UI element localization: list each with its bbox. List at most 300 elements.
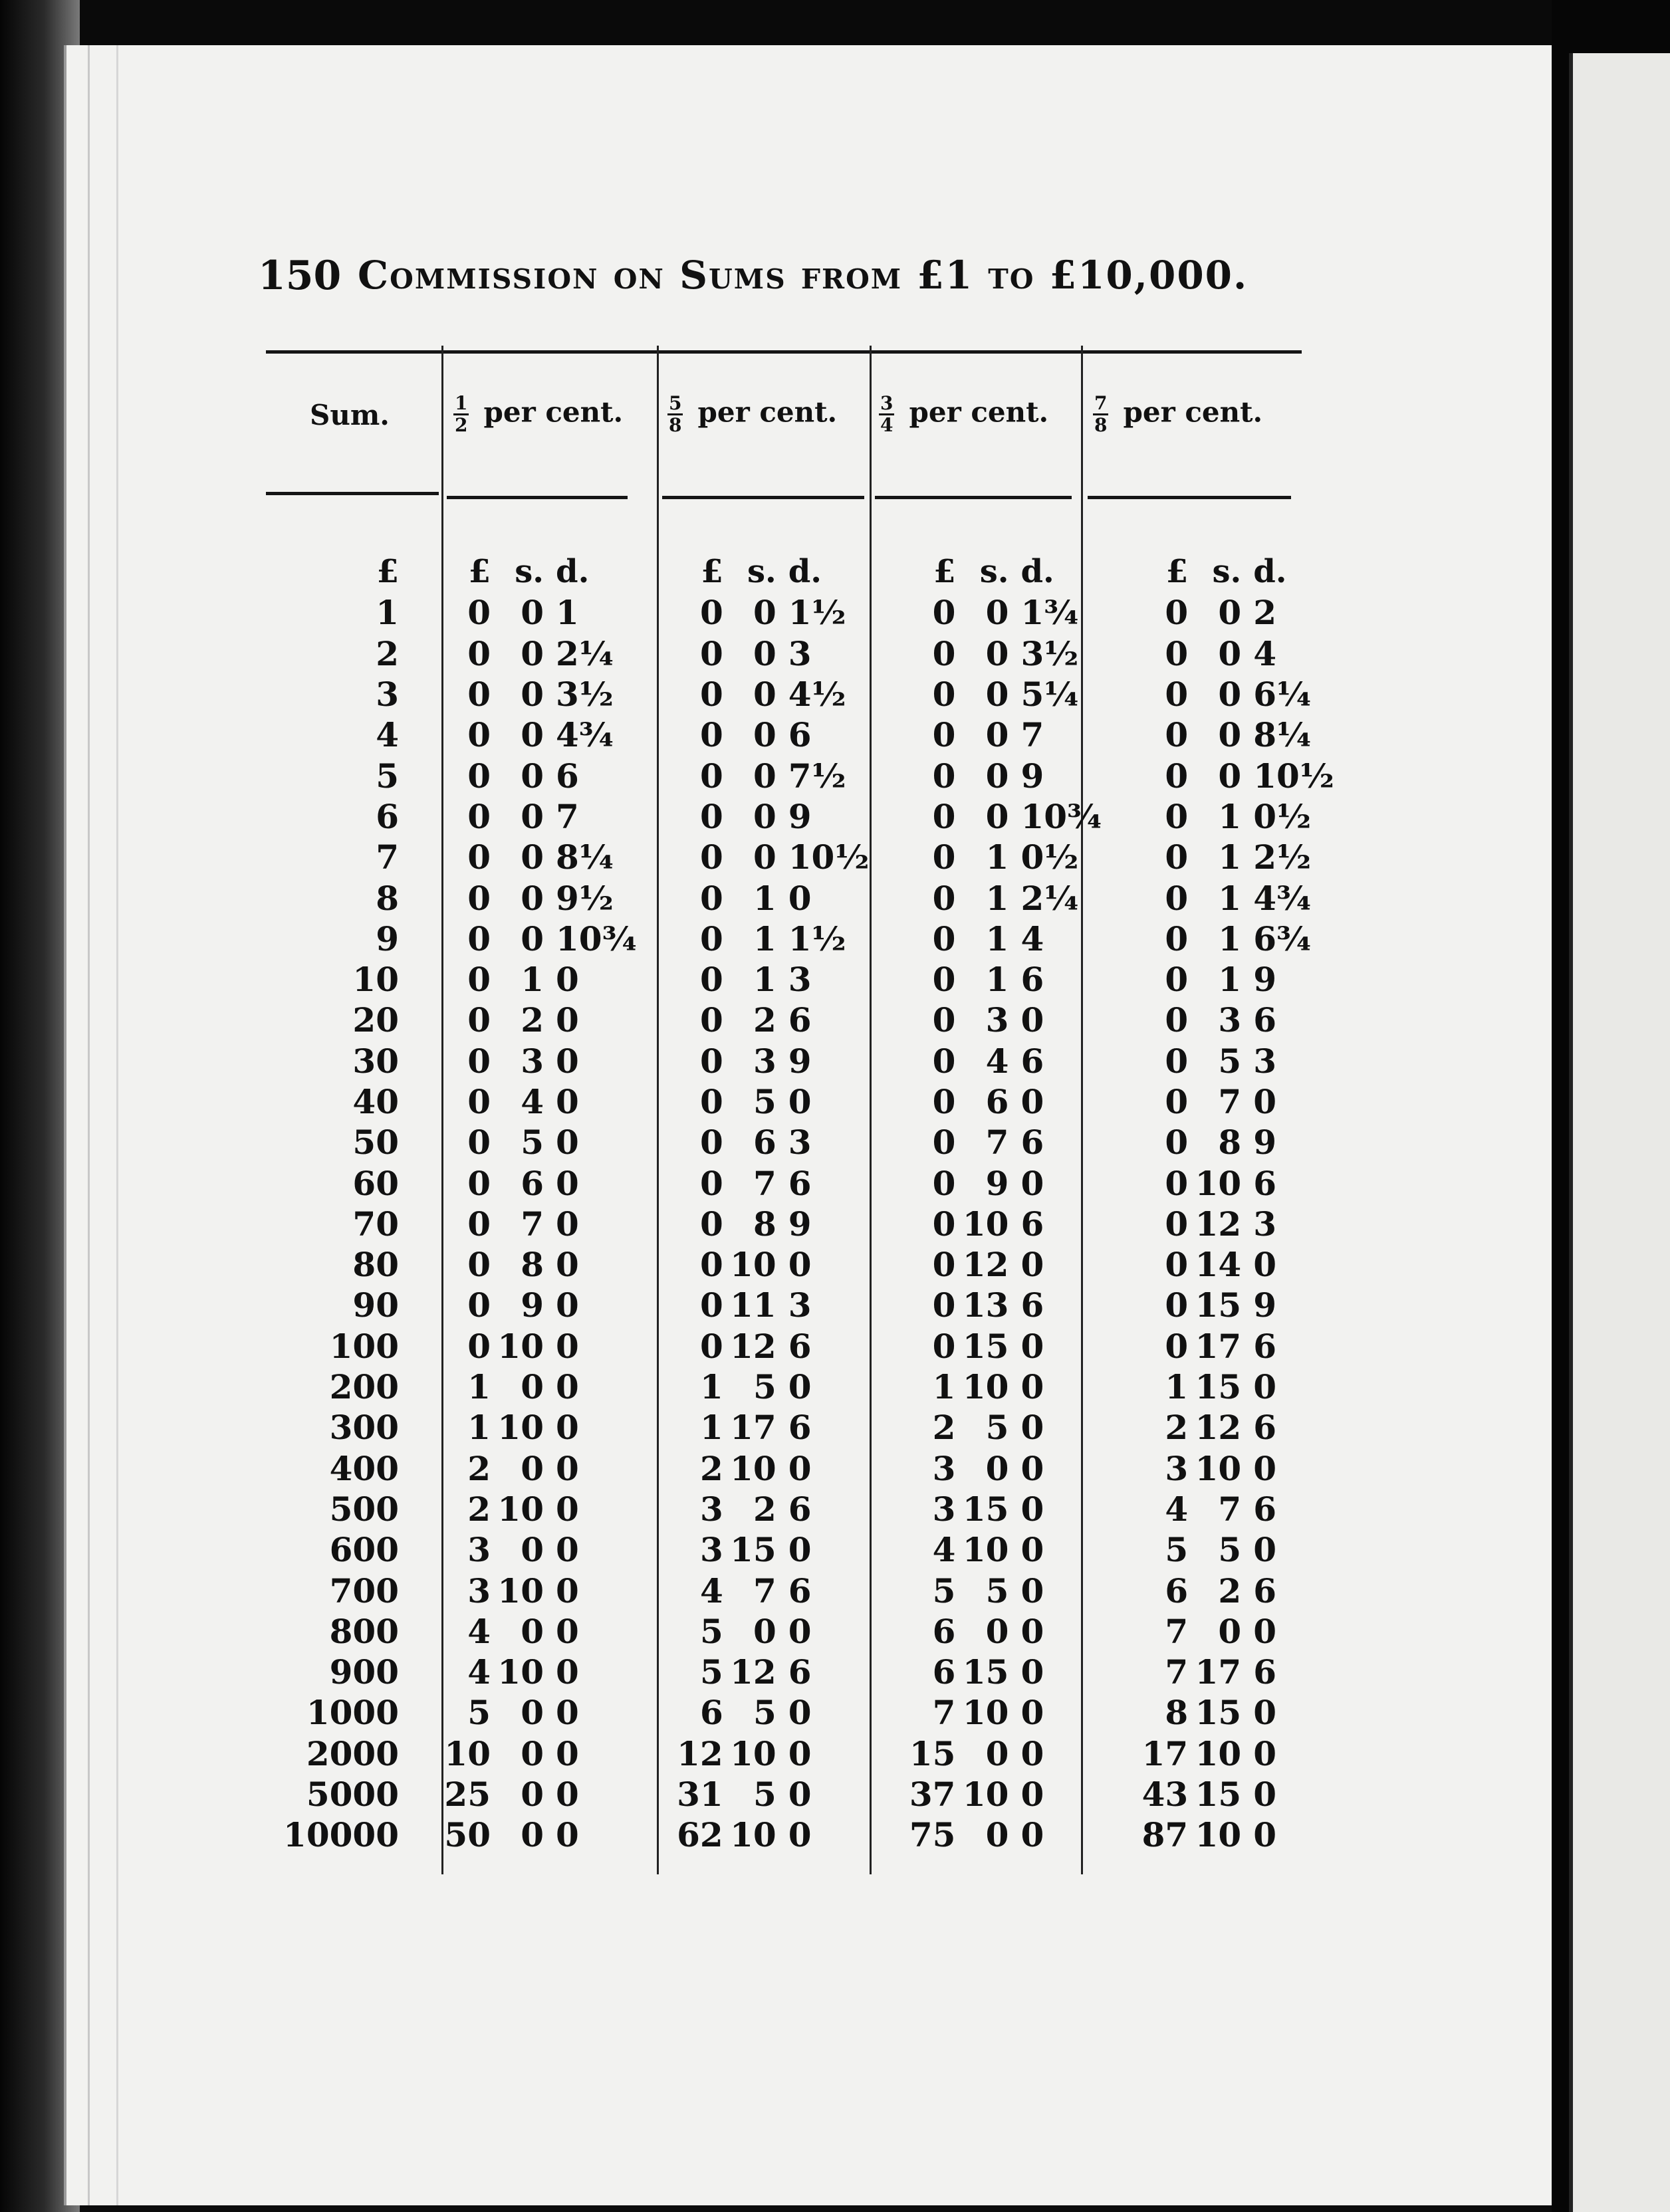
shillings-cell: 12 bbox=[962, 1245, 1009, 1285]
sum-cell: 500 bbox=[329, 1489, 399, 1529]
table-row bbox=[253, 1122, 1334, 1162]
shillings-cell: 10 bbox=[497, 1326, 544, 1366]
pence-cell: 6¼ bbox=[1253, 675, 1312, 715]
pounds-cell: 25 bbox=[444, 1775, 491, 1815]
pence-cell: 3 bbox=[788, 1123, 812, 1162]
pounds-cell: 12 bbox=[677, 1733, 723, 1773]
pence-cell: 5¼ bbox=[1020, 675, 1079, 715]
shillings-cell: 2 bbox=[753, 1000, 776, 1040]
table-row bbox=[253, 1692, 1334, 1733]
sum-label: Sum. bbox=[310, 399, 390, 431]
pounds-cell: 0 bbox=[932, 919, 956, 958]
pence-cell: 0 bbox=[788, 1530, 812, 1570]
per-cent-label: per cent. bbox=[1123, 395, 1263, 429]
shillings-cell: 0 bbox=[985, 593, 1009, 633]
shillings-cell: 1 bbox=[985, 960, 1009, 1000]
shillings-cell: 8 bbox=[753, 1204, 776, 1244]
pounds-cell: 0 bbox=[932, 593, 956, 633]
pounds-cell: 37 bbox=[909, 1775, 956, 1815]
pence-cell: 0 bbox=[556, 960, 579, 1000]
pounds-cell: 5 bbox=[467, 1693, 491, 1733]
pounds-cell: 0 bbox=[932, 1163, 956, 1203]
sum-cell: 7 bbox=[376, 837, 399, 877]
shillings-cell: 1 bbox=[1218, 919, 1242, 958]
pence-cell: 7 bbox=[1020, 715, 1044, 755]
sum-cell: 9 bbox=[376, 919, 399, 958]
pence-cell: 6 bbox=[788, 1489, 812, 1529]
pounds-cell: 6 bbox=[932, 1611, 956, 1651]
shillings-cell: 3 bbox=[753, 1041, 776, 1081]
table-row bbox=[253, 796, 1334, 837]
shillings-cell: 10 bbox=[730, 1733, 776, 1773]
shillings-cell: 3 bbox=[985, 1000, 1009, 1040]
shillings-cell: 1 bbox=[1218, 837, 1242, 877]
shillings-cell: 0 bbox=[985, 796, 1009, 836]
pence-cell: 6 bbox=[1253, 1408, 1276, 1448]
pence-cell: 0 bbox=[1253, 1733, 1276, 1773]
pence-cell: 4 bbox=[1253, 633, 1276, 673]
shillings-cell: 10 bbox=[1195, 1448, 1242, 1488]
sum-cell: 400 bbox=[329, 1448, 399, 1488]
pence-cell: 2¼ bbox=[556, 633, 614, 673]
shillings-cell: 1 bbox=[753, 919, 776, 958]
table-row bbox=[253, 755, 1334, 796]
pence-cell: 0 bbox=[1020, 1775, 1044, 1815]
shillings-cell: 10 bbox=[497, 1489, 544, 1529]
pounds-cell: 1 bbox=[467, 1408, 491, 1448]
shillings-cell: 10 bbox=[730, 1815, 776, 1855]
pounds-cell: 1 bbox=[699, 1367, 723, 1407]
pounds-cell: 43 bbox=[1141, 1775, 1189, 1815]
column-header-half bbox=[453, 393, 623, 435]
shillings-cell: 10 bbox=[962, 1204, 1009, 1244]
column-header-seven-eighths bbox=[1093, 393, 1262, 435]
pence-cell: 6 bbox=[1253, 1326, 1276, 1366]
shillings-cell: 0 bbox=[753, 837, 776, 877]
pence-cell: 0 bbox=[1020, 1489, 1044, 1529]
table-row bbox=[253, 592, 1334, 633]
per-cent-label: per cent. bbox=[483, 395, 624, 429]
shillings-cell: 7 bbox=[1218, 1489, 1242, 1529]
pence-cell: 0 bbox=[1020, 1693, 1044, 1733]
pounds-cell: 0 bbox=[932, 1245, 956, 1285]
pounds-cell: 0 bbox=[1165, 1041, 1189, 1081]
table-row bbox=[253, 1367, 1334, 1407]
pounds-cell: 0 bbox=[1165, 919, 1189, 958]
pounds-cell: 0 bbox=[932, 633, 956, 673]
sum-cell: 60 bbox=[352, 1163, 399, 1203]
pounds-cell: 0 bbox=[467, 1163, 491, 1203]
pence-cell: 0 bbox=[788, 1775, 812, 1815]
sum-cell: 100 bbox=[329, 1326, 399, 1366]
shillings-cell: 5 bbox=[985, 1571, 1009, 1610]
pounds-cell: 0 bbox=[699, 1245, 723, 1285]
unit-shillings: s. bbox=[1212, 553, 1242, 591]
unit-sum: £ bbox=[376, 553, 399, 591]
pounds-cell: 3 bbox=[932, 1448, 956, 1488]
table-row bbox=[253, 1570, 1334, 1610]
column-header-sum bbox=[310, 399, 390, 431]
pounds-cell: 0 bbox=[932, 1000, 956, 1040]
shillings-cell: 15 bbox=[1195, 1775, 1242, 1815]
shillings-cell: 15 bbox=[962, 1326, 1009, 1366]
shillings-cell: 0 bbox=[753, 796, 776, 836]
pence-cell: 4 bbox=[1020, 919, 1044, 958]
sum-cell: 800 bbox=[329, 1611, 399, 1651]
shillings-cell: 17 bbox=[730, 1408, 776, 1448]
table-row bbox=[253, 1448, 1334, 1489]
table-row bbox=[253, 1611, 1334, 1652]
pence-cell: 6 bbox=[788, 1571, 812, 1610]
pence-cell: 0 bbox=[1253, 1245, 1276, 1285]
per-cent-label: per cent. bbox=[909, 395, 1049, 429]
table-row bbox=[253, 1041, 1334, 1081]
pence-cell: 0 bbox=[1253, 1448, 1276, 1488]
shillings-cell: 4 bbox=[521, 1082, 544, 1121]
shillings-cell: 0 bbox=[1218, 715, 1242, 755]
pence-cell: 3½ bbox=[556, 675, 614, 715]
shillings-cell: 5 bbox=[753, 1775, 776, 1815]
shillings-cell: 0 bbox=[521, 1733, 544, 1773]
pence-cell: 6 bbox=[788, 1163, 812, 1203]
pence-cell: 0 bbox=[788, 1693, 812, 1733]
pence-cell: 0 bbox=[556, 1204, 579, 1244]
sum-cell: 10000 bbox=[283, 1815, 399, 1855]
shillings-cell: 15 bbox=[1195, 1285, 1242, 1325]
pounds-cell: 0 bbox=[467, 1123, 491, 1162]
shillings-cell: 0 bbox=[985, 633, 1009, 673]
pence-cell: 0 bbox=[556, 1123, 579, 1162]
pence-cell: 0 bbox=[1020, 1652, 1044, 1692]
pence-cell: 3 bbox=[788, 633, 812, 673]
pounds-cell: 6 bbox=[1165, 1571, 1189, 1610]
shillings-cell: 0 bbox=[521, 1815, 544, 1855]
pence-cell: 0 bbox=[1020, 1000, 1044, 1040]
pounds-cell: 6 bbox=[699, 1693, 723, 1733]
pounds-cell: 7 bbox=[1165, 1611, 1189, 1651]
pence-cell: 6 bbox=[1253, 1000, 1276, 1040]
pounds-cell: 7 bbox=[1165, 1652, 1189, 1692]
pence-cell: 0 bbox=[1020, 1367, 1044, 1407]
column-header-three-quarters bbox=[879, 393, 1048, 435]
shillings-cell: 10 bbox=[962, 1367, 1009, 1407]
shillings-cell: 12 bbox=[730, 1326, 776, 1366]
shillings-cell: 0 bbox=[521, 633, 544, 673]
shillings-cell: 10 bbox=[962, 1530, 1009, 1570]
sum-cell: 2 bbox=[376, 633, 399, 673]
table-row bbox=[253, 1529, 1334, 1570]
pence-cell: 0 bbox=[556, 1326, 579, 1366]
pence-cell: 3 bbox=[1253, 1041, 1276, 1081]
sum-cell: 40 bbox=[352, 1082, 399, 1121]
pounds-cell: 5 bbox=[699, 1611, 723, 1651]
shillings-cell: 0 bbox=[753, 675, 776, 715]
shillings-cell: 0 bbox=[753, 633, 776, 673]
sum-cell: 4 bbox=[376, 715, 399, 755]
unit-pounds: £ bbox=[1165, 553, 1189, 591]
pence-cell: 0 bbox=[556, 1530, 579, 1570]
shillings-cell: 10 bbox=[962, 1775, 1009, 1815]
pounds-cell: 0 bbox=[1165, 675, 1189, 715]
table-row bbox=[253, 1081, 1334, 1122]
sum-cell: 900 bbox=[329, 1652, 399, 1692]
shillings-cell: 0 bbox=[521, 756, 544, 796]
pence-cell: 0 bbox=[788, 1815, 812, 1855]
pounds-cell: 0 bbox=[699, 633, 723, 673]
pounds-cell: 0 bbox=[1165, 1285, 1189, 1325]
pence-cell: 0 bbox=[556, 1693, 579, 1733]
pence-cell: 9 bbox=[788, 1041, 812, 1081]
shillings-cell: 8 bbox=[1218, 1123, 1242, 1162]
pounds-cell: 0 bbox=[1165, 1123, 1189, 1162]
pounds-cell: 0 bbox=[1165, 1082, 1189, 1121]
table-row bbox=[253, 919, 1334, 959]
shillings-cell: 0 bbox=[521, 1367, 544, 1407]
pence-cell: 0 bbox=[556, 1815, 579, 1855]
pounds-cell: 0 bbox=[699, 593, 723, 633]
pounds-cell: 0 bbox=[1165, 593, 1189, 633]
pounds-cell: 0 bbox=[467, 593, 491, 633]
pounds-cell: 0 bbox=[467, 878, 491, 918]
pence-cell: 6 bbox=[1253, 1163, 1276, 1203]
shillings-cell: 0 bbox=[521, 1611, 544, 1651]
pounds-cell: 1 bbox=[932, 1367, 956, 1407]
table-row bbox=[253, 1326, 1334, 1367]
pence-cell: 4½ bbox=[788, 675, 846, 715]
pounds-cell: 0 bbox=[699, 796, 723, 836]
shillings-cell: 10 bbox=[497, 1571, 544, 1610]
shillings-cell: 10 bbox=[730, 1245, 776, 1285]
sum-cell: 300 bbox=[329, 1408, 399, 1448]
shillings-cell: 1 bbox=[985, 919, 1009, 958]
pounds-cell: 6 bbox=[932, 1652, 956, 1692]
shillings-cell: 1 bbox=[1218, 960, 1242, 1000]
header-rule-sum bbox=[266, 492, 439, 495]
pence-cell: 0 bbox=[788, 1611, 812, 1651]
shillings-cell: 1 bbox=[1218, 878, 1242, 918]
pounds-cell: 0 bbox=[699, 715, 723, 755]
pounds-cell: 0 bbox=[699, 1285, 723, 1325]
shillings-cell: 12 bbox=[1195, 1204, 1242, 1244]
pence-cell: 0 bbox=[788, 1082, 812, 1121]
shillings-cell: 0 bbox=[985, 1733, 1009, 1773]
unit-pence: d. bbox=[1253, 553, 1287, 591]
fraction-glyph: $\frac{5}{8}$ bbox=[669, 392, 682, 436]
shillings-cell: 12 bbox=[730, 1652, 776, 1692]
pounds-cell: 0 bbox=[699, 1000, 723, 1040]
pence-cell: 0 bbox=[1253, 1693, 1276, 1733]
shillings-cell: 3 bbox=[1218, 1000, 1242, 1040]
pence-cell: 3 bbox=[788, 1285, 812, 1325]
pounds-cell: 0 bbox=[467, 715, 491, 755]
table-row bbox=[253, 1407, 1334, 1448]
page-title: Commission on Sums from £1 to £10,000. bbox=[358, 253, 1249, 298]
header-rule-col-2 bbox=[662, 496, 864, 499]
sum-cell: 70 bbox=[352, 1204, 399, 1244]
shillings-cell: 6 bbox=[753, 1123, 776, 1162]
shillings-cell: 0 bbox=[521, 593, 544, 633]
pounds-cell: 4 bbox=[1165, 1489, 1189, 1529]
pounds-cell: 15 bbox=[909, 1733, 956, 1773]
pence-cell: 0 bbox=[788, 1448, 812, 1488]
pounds-cell: 0 bbox=[699, 1041, 723, 1081]
pence-cell: 0 bbox=[556, 1611, 579, 1651]
pounds-cell: 0 bbox=[467, 1326, 491, 1366]
shillings-cell: 10 bbox=[962, 1693, 1009, 1733]
pounds-cell: 0 bbox=[1165, 1204, 1189, 1244]
pence-cell: 0 bbox=[1253, 1611, 1276, 1651]
header-rule-col-4 bbox=[1088, 496, 1291, 499]
pence-cell: 6 bbox=[1020, 1285, 1044, 1325]
pounds-cell: 0 bbox=[467, 919, 491, 958]
unit-pounds: £ bbox=[468, 553, 491, 591]
sum-cell: 600 bbox=[329, 1530, 399, 1570]
sum-cell: 30 bbox=[352, 1041, 399, 1081]
pence-cell: 6 bbox=[1020, 960, 1044, 1000]
pounds-cell: 4 bbox=[932, 1530, 956, 1570]
shillings-cell: 9 bbox=[985, 1163, 1009, 1203]
pounds-cell: 0 bbox=[932, 1082, 956, 1121]
unit-pence: d. bbox=[1020, 553, 1054, 591]
pence-cell: 10½ bbox=[1253, 756, 1334, 796]
shillings-cell: 0 bbox=[753, 1611, 776, 1651]
table-row bbox=[253, 1815, 1334, 1855]
shillings-cell: 0 bbox=[521, 878, 544, 918]
shillings-cell: 0 bbox=[521, 1775, 544, 1815]
pounds-cell: 0 bbox=[1165, 837, 1189, 877]
pounds-cell: 17 bbox=[1141, 1733, 1189, 1773]
shillings-cell: 2 bbox=[521, 1000, 544, 1040]
pence-cell: 4¾ bbox=[556, 715, 614, 755]
pounds-cell: 0 bbox=[699, 1123, 723, 1162]
pence-cell: 2 bbox=[1253, 593, 1276, 633]
sum-cell: 700 bbox=[329, 1571, 399, 1610]
shillings-cell: 15 bbox=[962, 1652, 1009, 1692]
pence-cell: 1¾ bbox=[1020, 593, 1079, 633]
shillings-cell: 0 bbox=[521, 1530, 544, 1570]
shillings-cell: 0 bbox=[521, 715, 544, 755]
pounds-cell: 3 bbox=[699, 1530, 723, 1570]
shillings-cell: 7 bbox=[1218, 1082, 1242, 1121]
shillings-cell: 15 bbox=[962, 1489, 1009, 1529]
pence-cell: 9 bbox=[1253, 1123, 1276, 1162]
pence-cell: 9 bbox=[788, 1204, 812, 1244]
shillings-cell: 3 bbox=[521, 1041, 544, 1081]
pounds-cell: 4 bbox=[699, 1571, 723, 1610]
pence-cell: 3½ bbox=[1020, 633, 1079, 673]
pounds-cell: 0 bbox=[699, 837, 723, 877]
shillings-cell: 13 bbox=[962, 1285, 1009, 1325]
pence-cell: 9 bbox=[788, 796, 812, 836]
pounds-cell: 0 bbox=[932, 715, 956, 755]
pence-cell: 2¼ bbox=[1020, 878, 1079, 918]
table-row bbox=[253, 837, 1334, 877]
pence-cell: 0 bbox=[556, 1367, 579, 1407]
pence-cell: 0 bbox=[1020, 1815, 1044, 1855]
pounds-cell: 31 bbox=[677, 1775, 723, 1815]
pence-cell: 0 bbox=[556, 1245, 579, 1285]
pounds-cell: 7 bbox=[932, 1693, 956, 1733]
pence-cell: 0 bbox=[556, 1163, 579, 1203]
pence-cell: 6 bbox=[788, 1000, 812, 1040]
sum-cell: 80 bbox=[352, 1245, 399, 1285]
pounds-cell: 0 bbox=[932, 756, 956, 796]
table-row bbox=[253, 633, 1334, 674]
shillings-cell: 11 bbox=[730, 1285, 776, 1325]
facing-page-edge bbox=[1569, 53, 1670, 2212]
pounds-cell: 0 bbox=[1165, 633, 1189, 673]
pence-cell: 0 bbox=[1253, 1082, 1276, 1121]
pounds-cell: 0 bbox=[932, 878, 956, 918]
pence-cell: 9 bbox=[1253, 1285, 1276, 1325]
header-rule-col-1 bbox=[447, 496, 628, 499]
sum-cell: 200 bbox=[329, 1367, 399, 1407]
shillings-cell: 5 bbox=[753, 1693, 776, 1733]
pounds-cell: 0 bbox=[1165, 715, 1189, 755]
pence-cell: 0 bbox=[556, 1448, 579, 1488]
pounds-cell: 0 bbox=[1165, 796, 1189, 836]
pence-cell: 3 bbox=[1253, 1204, 1276, 1244]
shillings-cell: 0 bbox=[521, 1693, 544, 1733]
shillings-cell: 0 bbox=[521, 919, 544, 958]
shillings-cell: 2 bbox=[1218, 1571, 1242, 1610]
pounds-cell: 5 bbox=[932, 1571, 956, 1610]
unit-pence: d. bbox=[556, 553, 590, 591]
pounds-cell: 0 bbox=[467, 1000, 491, 1040]
shillings-cell: 10 bbox=[1195, 1815, 1242, 1855]
pence-cell: 0 bbox=[1020, 1448, 1044, 1488]
pence-cell: 0 bbox=[788, 1367, 812, 1407]
unit-shillings: s. bbox=[747, 553, 776, 591]
pounds-cell: 0 bbox=[1165, 1000, 1189, 1040]
page-number: 150 bbox=[258, 253, 342, 299]
shillings-cell: 0 bbox=[753, 756, 776, 796]
pounds-cell: 0 bbox=[467, 1082, 491, 1121]
shillings-cell: 0 bbox=[985, 675, 1009, 715]
pounds-cell: 5 bbox=[699, 1652, 723, 1692]
pence-cell: 0 bbox=[556, 1000, 579, 1040]
pounds-cell: 1 bbox=[1165, 1367, 1189, 1407]
shillings-cell: 0 bbox=[521, 837, 544, 877]
table-row bbox=[253, 1285, 1334, 1325]
pounds-cell: 0 bbox=[467, 633, 491, 673]
pounds-cell: 75 bbox=[909, 1815, 956, 1855]
pounds-cell: 1 bbox=[467, 1367, 491, 1407]
sum-cell: 10 bbox=[352, 960, 399, 1000]
per-cent-label: per cent. bbox=[697, 395, 838, 429]
pounds-cell: 3 bbox=[699, 1489, 723, 1529]
shillings-cell: 2 bbox=[753, 1489, 776, 1529]
unit-pounds: £ bbox=[701, 553, 723, 591]
scan-top-border bbox=[64, 0, 1552, 45]
shillings-cell: 17 bbox=[1195, 1652, 1242, 1692]
pounds-cell: 0 bbox=[699, 1082, 723, 1121]
pence-cell: 0 bbox=[556, 1652, 579, 1692]
pence-cell: 6 bbox=[788, 1408, 812, 1448]
table-body bbox=[253, 552, 1334, 1856]
pounds-cell: 4 bbox=[467, 1652, 491, 1692]
shillings-cell: 5 bbox=[985, 1408, 1009, 1448]
pounds-cell: 2 bbox=[1165, 1408, 1189, 1448]
table-row bbox=[253, 715, 1334, 755]
pounds-cell: 2 bbox=[467, 1489, 491, 1529]
pence-cell: 6 bbox=[1020, 1041, 1044, 1081]
pence-cell: 0 bbox=[556, 1041, 579, 1081]
shillings-cell: 10 bbox=[1195, 1733, 1242, 1773]
sum-cell: 6 bbox=[376, 796, 399, 836]
sum-cell: 5 bbox=[376, 756, 399, 796]
pounds-cell: 0 bbox=[932, 1326, 956, 1366]
